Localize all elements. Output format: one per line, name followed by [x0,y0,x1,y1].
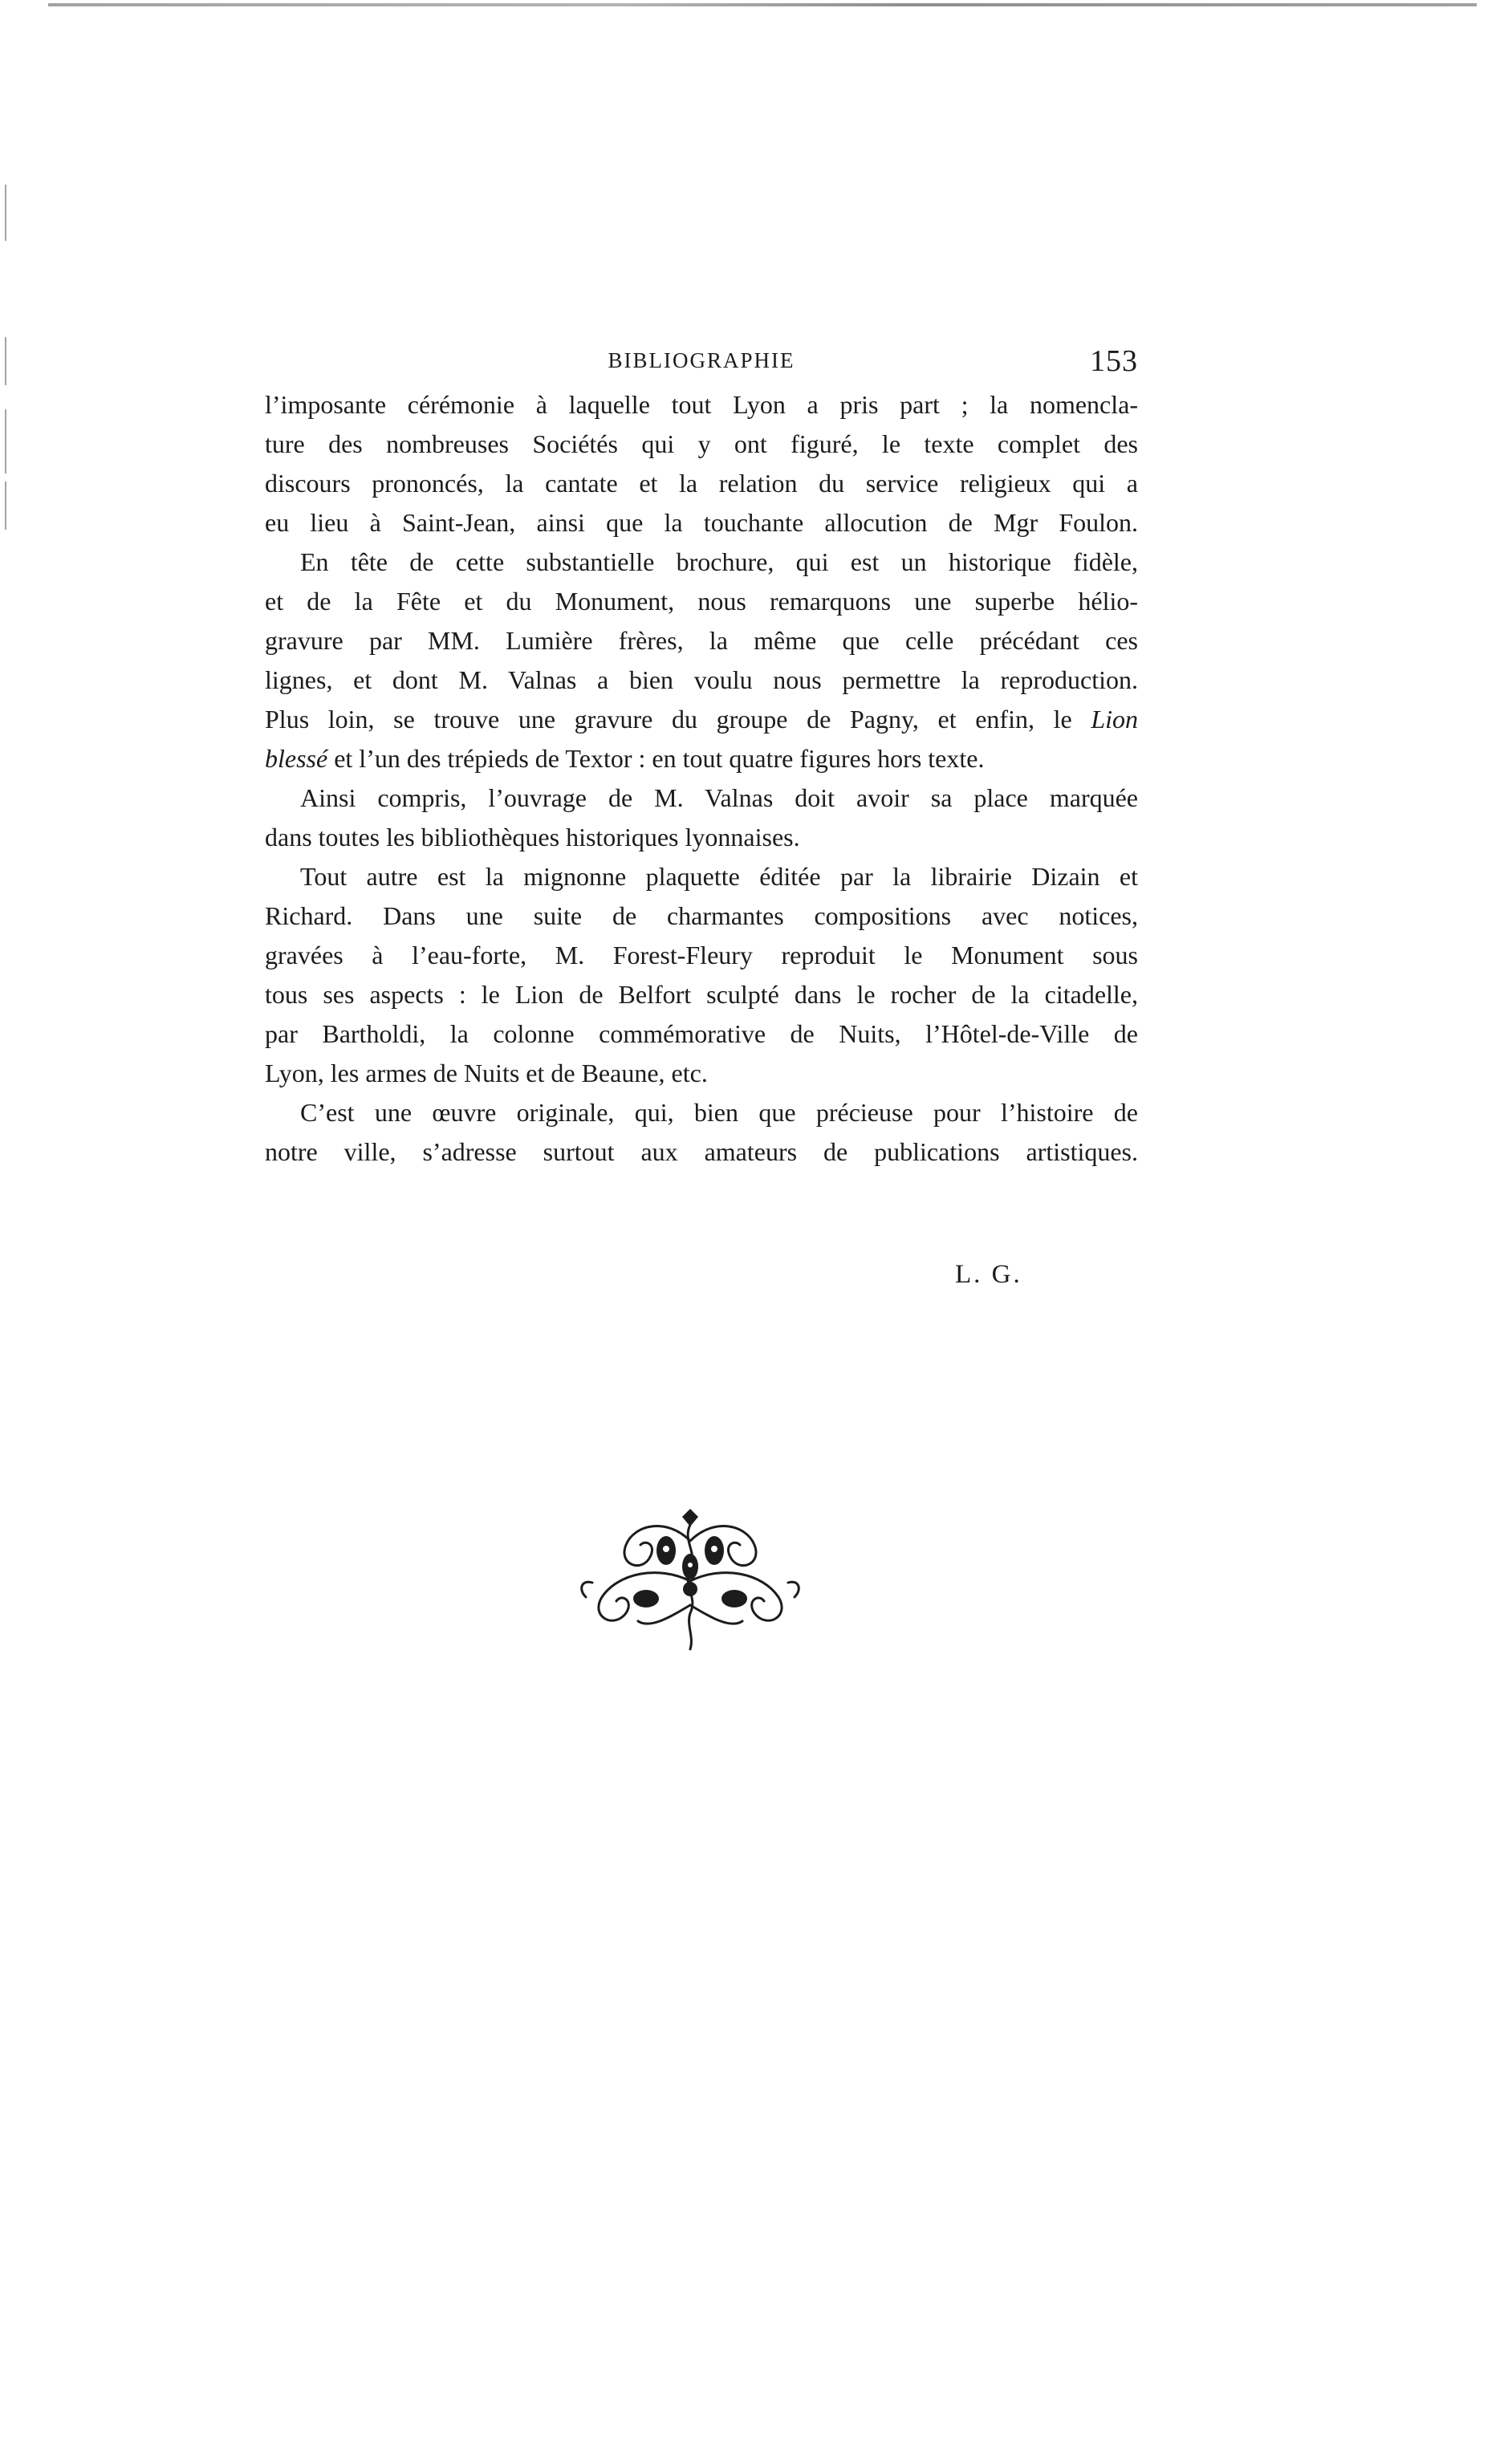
text-line: notre ville, s’adresse surtout aux amateurs de publications artistiques. [265,1137,1138,1166]
signature-initials: L. G. [955,1260,1022,1289]
text-line: discours prononcés, la cantate et la relation du service religieux qui a [265,469,1138,498]
text-line: l’imposante cérémonie à laquelle tout Lyon a pris part ; la nomencla- [265,390,1138,419]
text-line: tous ses aspects : le Lion de Belfort sculpté dans le rocher de la citadelle, [265,980,1138,1009]
paragraph [265,385,1138,543]
text-line: gravées à l’eau-forte, M. Forest-Fleury reproduit le Monument sous [265,941,1138,969]
paragraph [265,778,1138,857]
scan-top-edge [48,3,1477,6]
italic-title-word: blessé [265,744,328,773]
running-title: BIBLIOGRAPHIE [608,348,795,372]
book-page [265,337,1138,1172]
text-line: lignes, et dont M. Valnas a bien voulu nous permettre la reproduction. [265,665,1138,694]
running-head [265,337,1138,385]
floral-tailpiece-icon [570,1509,811,1653]
text-line: et de la Fête et du Monument, nous remarquons une superbe hélio- [265,587,1138,616]
text-line: par Bartholdi, la colonne commémorative de Nuits, l’Hôtel-de-Ville de [265,1019,1138,1048]
text-line: En tête de cette substantielle brochure, qui est un historique fidèle, [300,547,1138,576]
text-line: eu lieu à Saint-Jean, ainsi que la touchante allocution de Mgr Foulon. [265,508,1138,537]
text-line [265,739,1138,778]
scan-margin-mark [5,185,6,241]
paragraph [265,543,1138,778]
text-line: Richard. Dans une suite de charmantes compositions avec notices, [265,901,1138,930]
paragraph [265,857,1138,1093]
body-text [265,385,1138,1172]
text-line: Ainsi compris, l’ouvrage de M. Valnas doit avoir sa place marquée [300,783,1138,812]
text-line: gravure par MM. Lumière frères, la même que celle précédant ces [265,626,1138,655]
text-line: C’est une œuvre originale, qui, bien que précieuse pour l’histoire de [300,1098,1138,1127]
paragraph [265,1093,1138,1172]
text-line [265,700,1138,739]
italic-title-word: Lion [1091,705,1139,734]
text-line: Lyon, les armes de Nuits et de Beaune, etc. [265,1059,708,1087]
scan-margin-mark [5,409,6,474]
scan-margin-mark [5,337,6,385]
text-line-segment: et l’un des trépieds de Textor : en tout quatre figures hors texte. [334,744,985,773]
text-line: Tout autre est la mignonne plaquette éditée par la librairie Dizain et [300,862,1138,891]
page-number: 153 [1090,344,1138,378]
text-line: dans toutes les bibliothèques historiques lyonnaises. [265,823,800,852]
text-line-segment: Plus loin, se trouve une gravure du groupe de Pagny, et enfin, le [265,705,1072,734]
text-line: ture des nombreuses Sociétés qui y ont figuré, le texte complet des [265,429,1138,458]
scan-margin-mark [5,482,6,530]
